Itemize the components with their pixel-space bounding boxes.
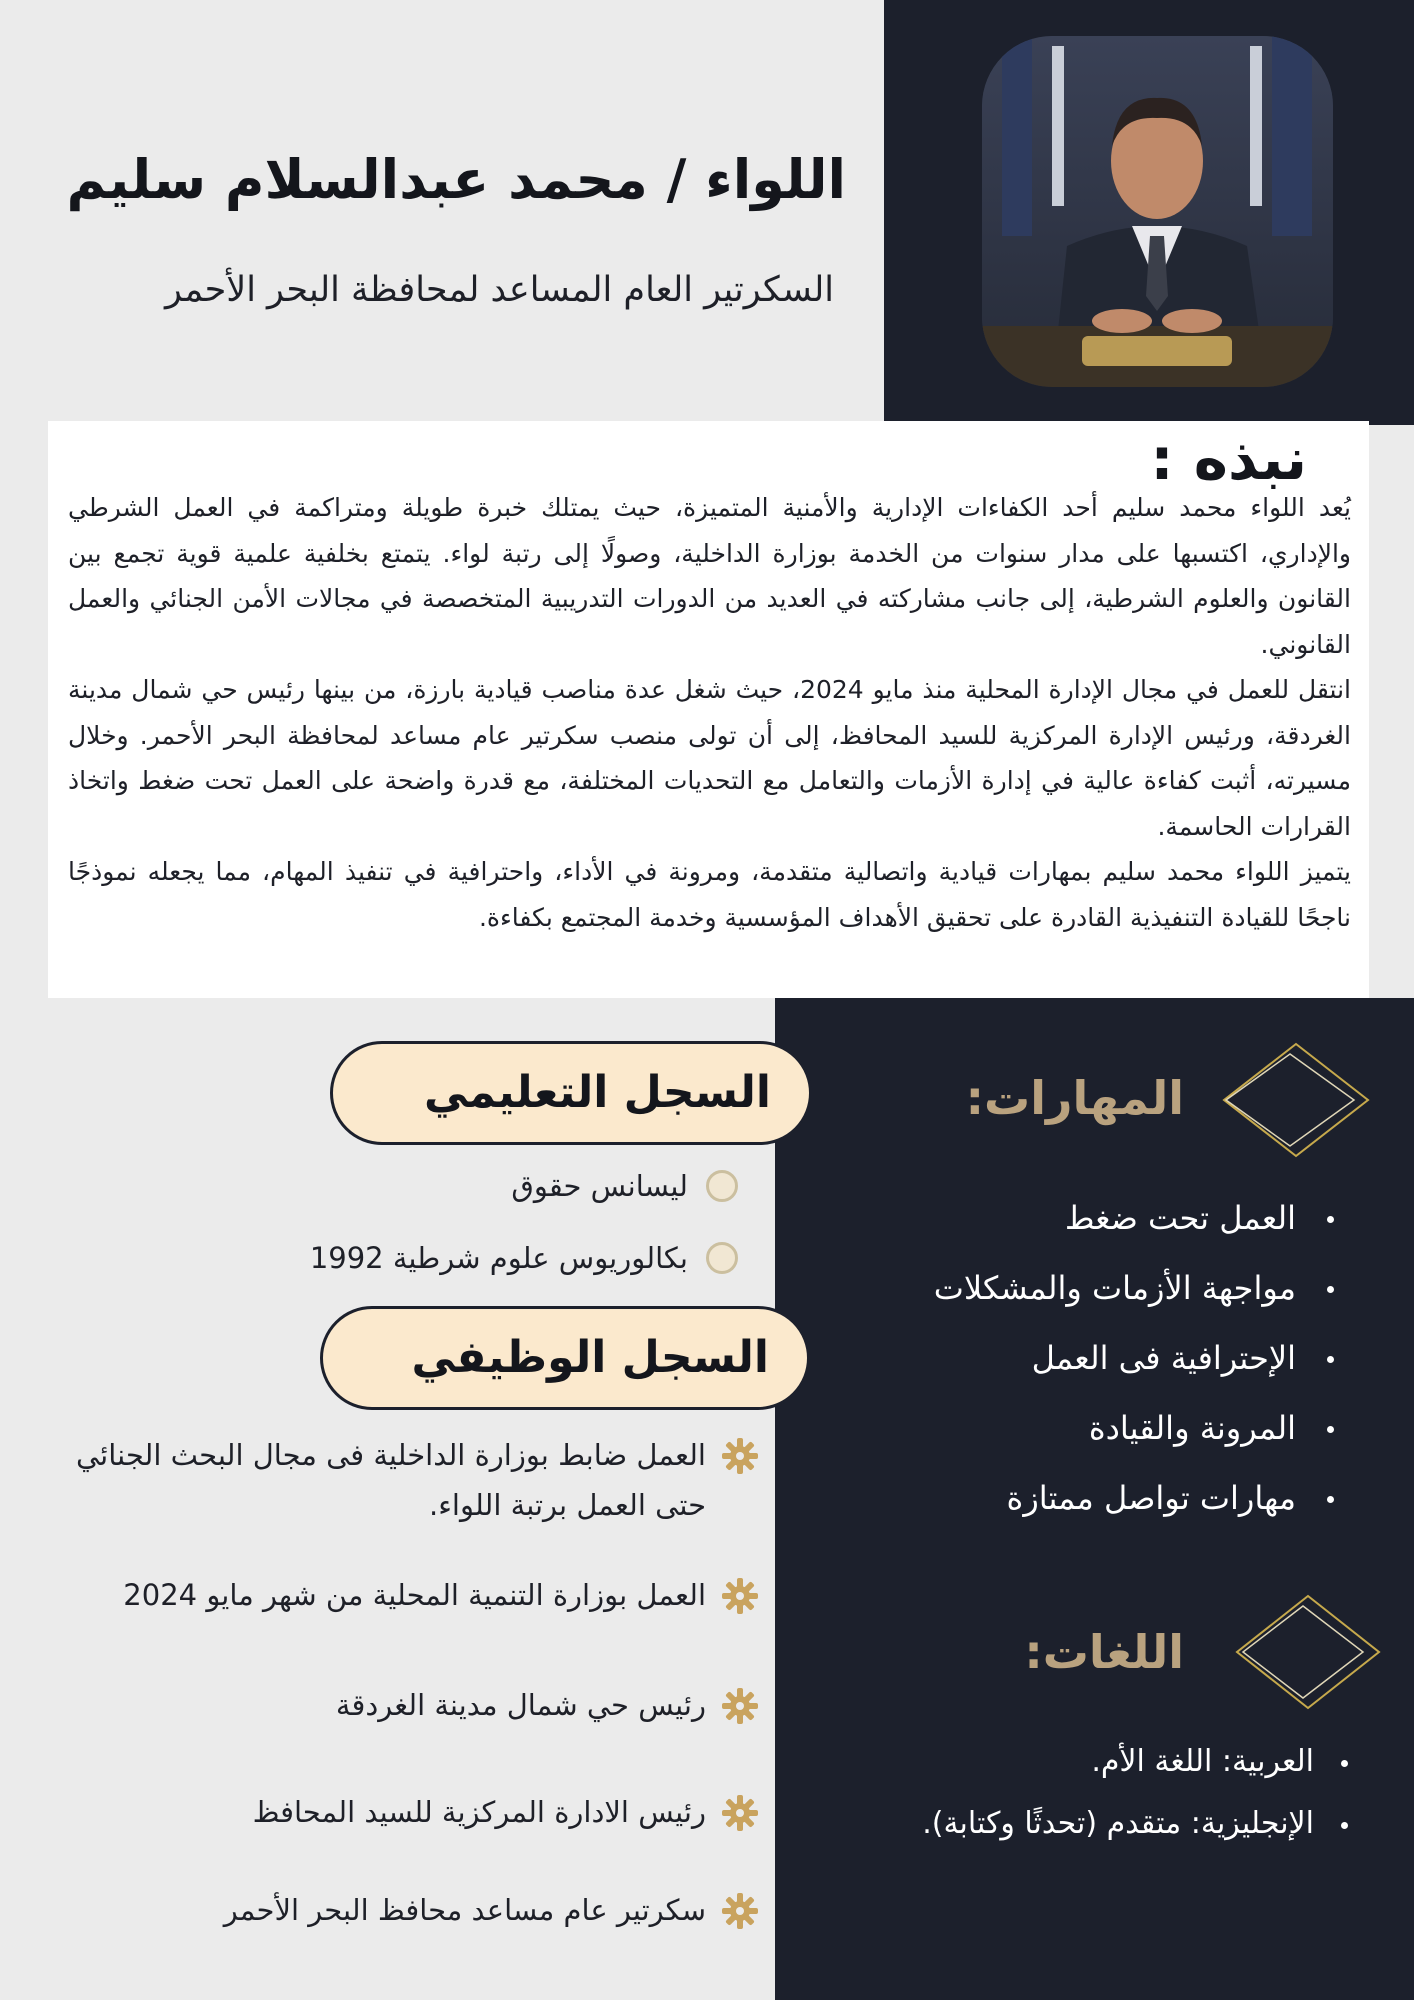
list-item: مهارات تواصل ممتازة (778, 1468, 1338, 1538)
page-title: اللواء / محمد عبدالسلام سليم (66, 148, 846, 211)
list-item (178, 1158, 738, 1230)
list-item: العربية: اللغة الأم. (734, 1736, 1354, 1798)
job-subtitle: السكرتير العام المساعد لمحافظة البحر الأحمر (165, 270, 834, 310)
career-item: العمل بوزارة التنمية المحلية من شهر مايو 2024 (123, 1578, 706, 1612)
gear-bullet-icon (720, 1436, 760, 1476)
career-item: رئيس حي شمال مدينة الغردقة (335, 1688, 706, 1722)
list-item (60, 1680, 760, 1787)
bio-paragraph: يتميز اللواء محمد سليم بمهارات قيادية واتصالية متقدمة، ومرونة في الأداء، واحترافية في تنفيذ المهام، مما يجعله نموذجًا ناجحًا للقيادة التنفيذية القادرة على تحقيق الأهداف المؤسسية وخدمة المجتمع بكفاءة. (68, 857, 1351, 932)
bio-title: نبذه : (1150, 425, 1307, 493)
skills-heading: المهارات: (965, 1071, 1184, 1125)
career-item: العمل ضابط بوزارة الداخلية فى مجال البحث الجنائي حتى العمل برتبة اللواء. (76, 1438, 706, 1522)
list-item: العمل تحت ضغط (778, 1188, 1338, 1258)
profile-photo (982, 36, 1333, 387)
list-item: الإحترافية فى العمل (778, 1328, 1338, 1398)
list-item (60, 1570, 760, 1680)
list-item (178, 1230, 738, 1302)
list-item (60, 1885, 760, 1945)
education-item: ليسانس حقوق (511, 1169, 688, 1203)
career-heading: السجل الوظيفي (320, 1306, 810, 1410)
skills-list (778, 1188, 1338, 1538)
education-list (178, 1158, 738, 1302)
circle-bullet-icon (706, 1170, 738, 1202)
career-item: سكرتير عام مساعد محافظ البحر الأحمر (223, 1893, 706, 1927)
career-list (60, 1430, 760, 1945)
bio-text (68, 485, 1351, 940)
list-item (60, 1787, 760, 1885)
list-item (60, 1430, 760, 1570)
circle-bullet-icon (706, 1242, 738, 1274)
person-portrait-icon (982, 36, 1333, 387)
bio-paragraph: انتقل للعمل في مجال الإدارة المحلية منذ مايو 2024، حيث شغل عدة مناصب قيادية بارزة، من بينها رئيس حي شمال مدينة الغردقة، ورئيس الإدارة المركزية للسيد المحافظ، إلى أن تولى منصب سكرتير عام مساعد لمحافظة البحر الأحمر. وخلال مسيرته، أثبت كفاءة عالية في إدارة الأزمات والتعامل مع التحديات المختلفة، مع قدرة واضحة على العمل تحت ضغط واتخاذ القرارات الحاسمة. (68, 675, 1352, 841)
languages-list (734, 1736, 1354, 1860)
bio-section (48, 421, 1369, 998)
education-heading: السجل التعليمي (330, 1041, 812, 1145)
career-item: رئيس الادارة المركزية للسيد المحافظ (252, 1795, 706, 1829)
diamond-ornament-icon (1220, 1040, 1372, 1160)
diamond-ornament-icon (1233, 1592, 1383, 1712)
bio-paragraph: يُعد اللواء محمد سليم أحد الكفاءات الإدارية والأمنية المتميزة، حيث يمتلك خبرة طويلة ومتراكمة في العمل الشرطي والإداري، اكتسبها على مدار سنوات من الخدمة بوزارة الداخلية، وصولًا إلى رتبة لواء. يتمتع بخلفية علمية قوية تجمع بين القانون والعلوم الشرطية، إلى جانب مشاركته في العديد من الدورات التدريبية المتخصصة في مجالات الأمن الجنائي والعمل القانوني. (68, 493, 1351, 659)
list-item: المرونة والقيادة (778, 1398, 1338, 1468)
gear-bullet-icon (720, 1686, 760, 1726)
languages-heading: اللغات: (1024, 1625, 1184, 1679)
list-item: الإنجليزية: متقدم (تحدثًا وكتابة). (734, 1798, 1354, 1860)
list-item: مواجهة الأزمات والمشكلات (778, 1258, 1338, 1328)
gear-bullet-icon (720, 1576, 760, 1616)
education-item: بكالوريوس علوم شرطية 1992 (309, 1241, 688, 1275)
gear-bullet-icon (720, 1891, 760, 1931)
